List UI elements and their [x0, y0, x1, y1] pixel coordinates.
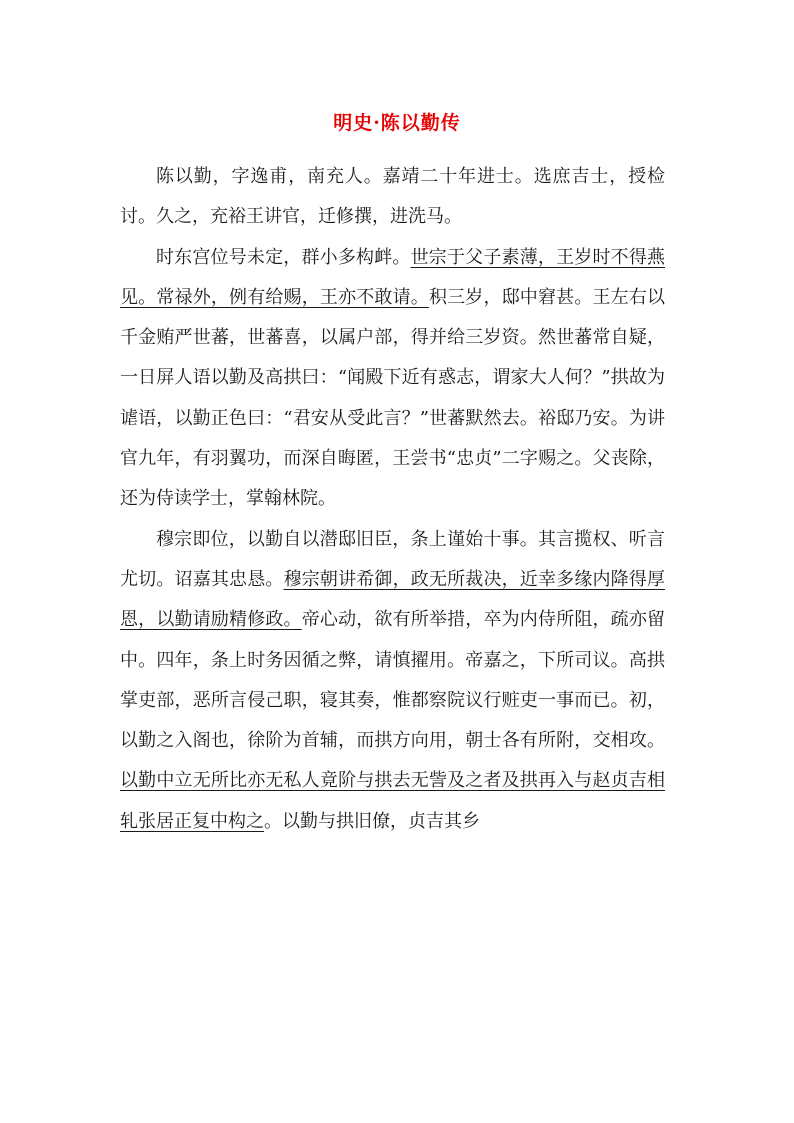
paragraph: [120, 520, 665, 842]
paragraph: [120, 238, 665, 520]
text-segment: 积三岁，邸中窘甚。王左右以千金贿严世蕃，世蕃喜，以属户部，得并给三岁资。然世蕃常自疑，一日屏人语以勤及高拱曰：“闻殿下近有惑志，谓家大人何？”拱故为谑语，以勤正色曰：“君安从受此言？”世蕃默然去。裕邸乃安。为讲官九年，有羽翼功，而深自晦匿，王尝书“忠贞”二字赐之。父丧除，还为侍读学士，掌翰林院。: [120, 286, 666, 510]
text-segment: 陈以勤，字逸甫，南充人。嘉靖二十年进士。选庶吉士，授检讨。久之，充裕王讲官，迁修撰，进洗马。: [120, 166, 665, 228]
text-segment: 穆宗即位，以勤自以潜邸旧臣，条上谨始十事。其言揽权、听言尤切。诏嘉其忠恳。: [120, 528, 665, 590]
document-title: 明史·陈以勤传: [333, 112, 461, 134]
text-segment: 帝心动，欲有所举措，卒为内侍所阻，疏亦留中。四年，条上时务因循之弊，请慎擢用。帝嘉之，下所司议。高拱掌吏部，恶所言侵己职，寝其奏，惟都察院议行赃吏一事而已。初，以勤之入阁也，徐阶为首辅，而拱方向用，朝士各有所附，交相攻。: [120, 609, 666, 752]
underlined-text: 穆宗朝讲希御，政无所裁决，近幸多缘内降得厚恩，以勤请励精修政。: [120, 568, 666, 631]
underlined-text: 以勤中立无所比亦无私人竟阶与拱去无訾及之者及拱再入与赵贞吉相轧张居正复中构之: [120, 770, 665, 832]
underlined-text: 世宗于父子素薄，王岁时不得燕见。常禄外，例有给赐，王亦不敢请。: [120, 246, 665, 308]
text-segment: 。以勤与拱旧僚，贞吉其乡: [264, 810, 480, 832]
paragraph: [120, 157, 665, 238]
document-body: [120, 157, 665, 842]
text-segment: 时东宫位号未定，群小多构衅。: [156, 246, 411, 268]
